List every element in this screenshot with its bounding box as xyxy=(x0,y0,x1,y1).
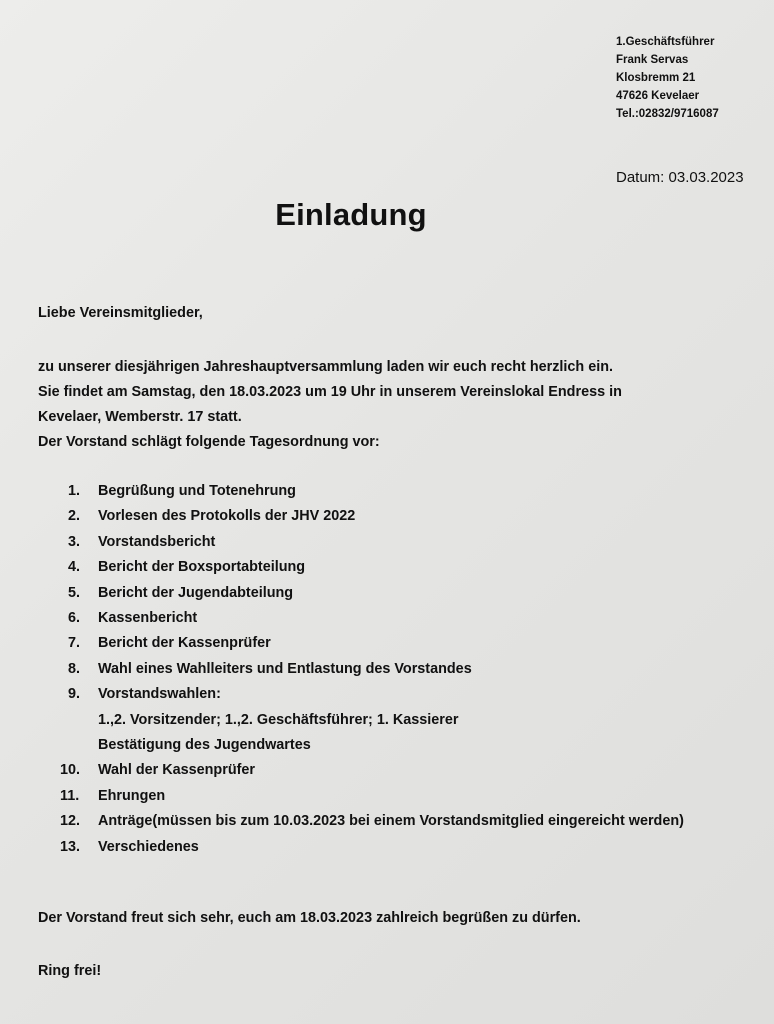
agenda-subline: 1.,2. Vorsitzender; 1.,2. Geschäftsführer; 1. Kassierer xyxy=(98,711,459,728)
letter-date: Datum: 03.03.2023 xyxy=(616,169,744,186)
intro-line: zu unserer diesjährigen Jahreshauptversammlung laden wir euch recht herzlich ein. xyxy=(38,359,614,375)
greeting: Liebe Vereinsmitglieder, xyxy=(38,305,203,321)
agenda-text: Begrüßung und Totenehrung xyxy=(98,483,296,499)
letter-title: Einladung xyxy=(275,197,427,232)
agenda-number: 6. xyxy=(68,610,81,627)
agenda-number: 2. xyxy=(68,508,81,525)
sender-street: Klosbremm 21 xyxy=(616,72,696,84)
closing-sentence: Der Vorstand freut sich sehr, euch am 18.03.2023 zahlreich begrüßen zu dürfen. xyxy=(38,910,581,926)
agenda-item xyxy=(38,631,684,656)
intro-line: Der Vorstand schlägt folgende Tagesordnung vor: xyxy=(38,434,380,450)
agenda-text: Bericht der Kassenprüfer xyxy=(98,635,271,652)
agenda-item xyxy=(38,809,684,834)
intro-line: Kevelaer, Wemberstr. 17 statt. xyxy=(38,409,242,425)
agenda-number: 12. xyxy=(60,813,81,830)
agenda-text: Ehrungen xyxy=(98,787,166,804)
agenda-item xyxy=(38,479,684,504)
intro-paragraph xyxy=(38,355,622,455)
agenda-item xyxy=(38,581,684,606)
agenda-item xyxy=(38,758,684,783)
agenda-number: 4. xyxy=(68,559,81,576)
agenda-text: Kassenbericht xyxy=(98,610,198,627)
agenda-text: Bericht der Boxsportabteilung xyxy=(98,559,306,576)
agenda-text: Vorstandswahlen: xyxy=(98,686,221,703)
agenda-text: Vorlesen des Protokolls der JHV 2022 xyxy=(98,508,356,525)
agenda-text: Anträge(müssen bis zum 10.03.2023 bei einem Vorstandsmitglied eingereicht werden) xyxy=(98,813,684,830)
agenda-item xyxy=(38,504,684,529)
agenda-number: 10. xyxy=(60,762,81,779)
sender-name: Frank Servas xyxy=(616,54,689,66)
sender-city: 47626 Kevelaer xyxy=(616,90,700,102)
agenda-number: 13. xyxy=(60,838,81,855)
agenda-number: 3. xyxy=(68,533,81,550)
agenda-item xyxy=(38,555,684,580)
agenda-number: 1. xyxy=(68,483,81,499)
sender-phone: Tel.:02832/9716087 xyxy=(616,108,719,120)
sender-address-block xyxy=(616,33,719,123)
agenda-list xyxy=(38,479,684,860)
signoff: Ring frei! xyxy=(38,963,102,979)
agenda-text: Bericht der Jugendabteilung xyxy=(98,584,294,601)
agenda-subline: Bestätigung des Jugendwartes xyxy=(98,737,311,754)
agenda-item xyxy=(38,835,684,860)
agenda-text: Vorstandsbericht xyxy=(98,533,216,550)
sender-role: 1.Geschäftsführer xyxy=(616,36,715,48)
agenda-item xyxy=(38,530,684,555)
agenda-item xyxy=(38,657,684,682)
agenda-number: 7. xyxy=(68,635,81,652)
agenda-text: Wahl eines Wahlleiters und Entlastung des Vorstandes xyxy=(98,660,472,677)
agenda-number: 11. xyxy=(60,787,80,804)
agenda-text-block xyxy=(98,682,458,758)
agenda-text: Wahl der Kassenprüfer xyxy=(98,762,256,779)
agenda-number: 8. xyxy=(68,660,81,677)
agenda-item xyxy=(38,784,684,809)
agenda-item xyxy=(38,606,684,631)
agenda-number: 5. xyxy=(68,584,81,601)
intro-line: Sie findet am Samstag, den 18.03.2023 um 19 Uhr in unserem Vereinslokal Endress in xyxy=(38,384,622,400)
agenda-number: 9. xyxy=(68,686,81,703)
agenda-text: Verschiedenes xyxy=(98,838,199,855)
agenda-item xyxy=(38,682,684,758)
